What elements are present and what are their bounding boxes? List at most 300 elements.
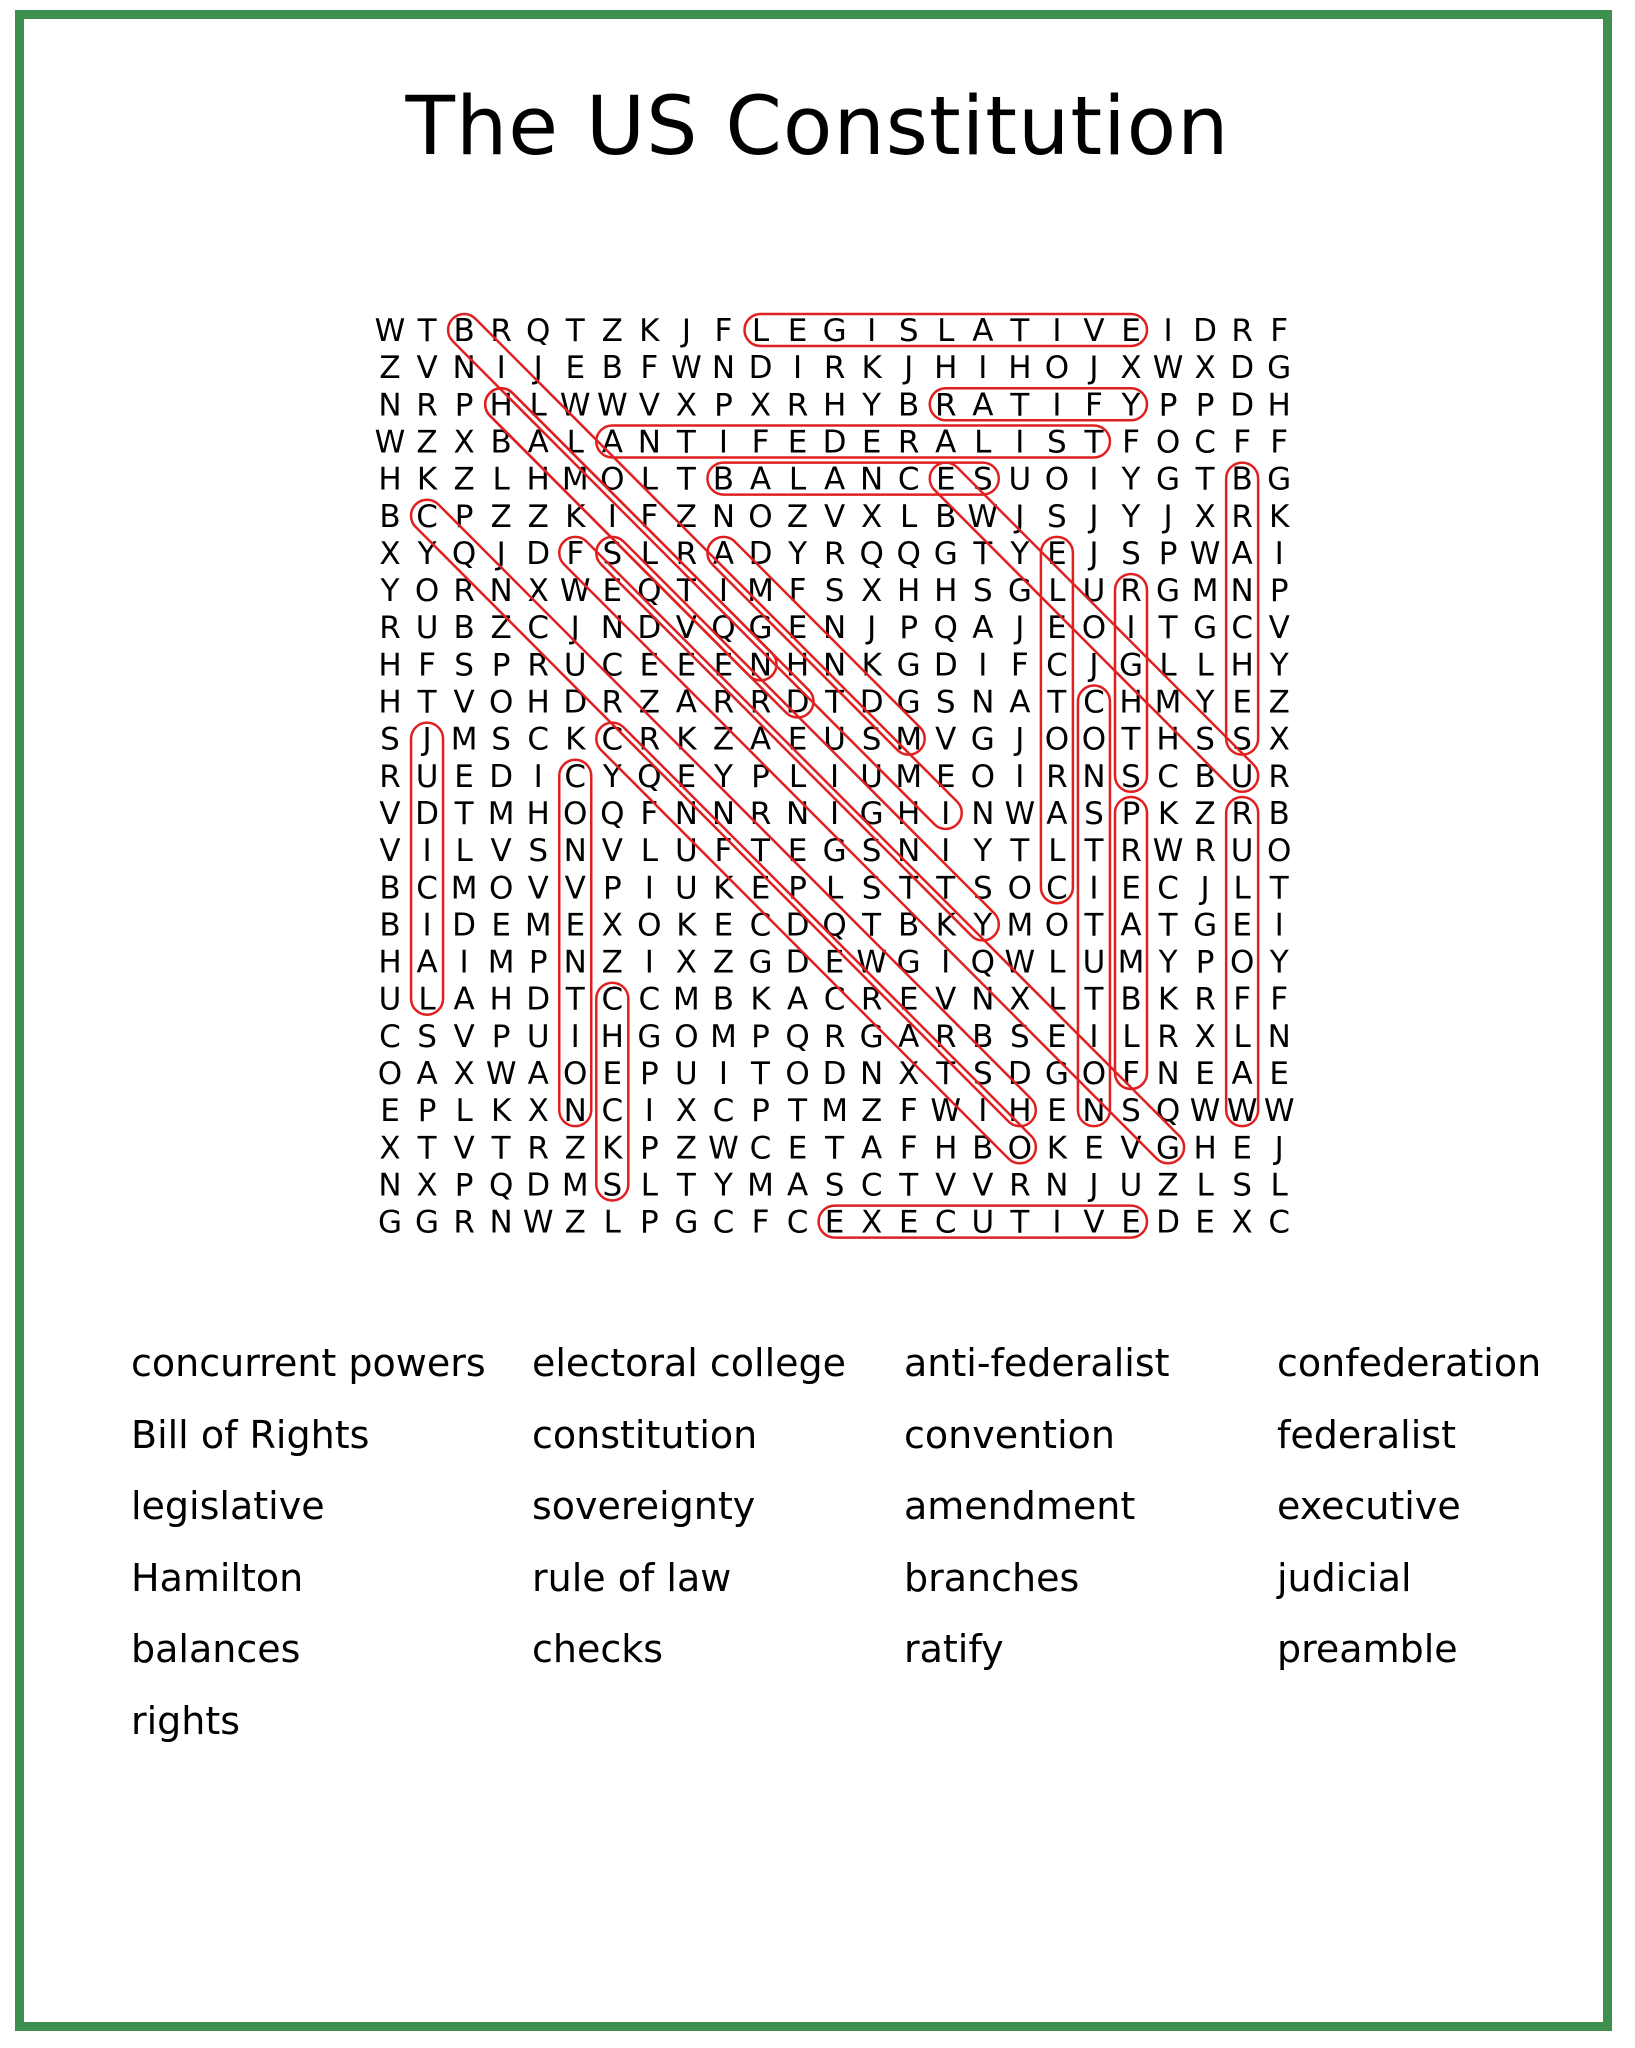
grid-letter: X: [749, 387, 772, 424]
grid-letter: N: [563, 833, 587, 870]
grid-letter: O: [488, 684, 514, 721]
grid-letter: O: [1007, 870, 1033, 907]
grid-letter: K: [861, 350, 882, 387]
grid-letter: W: [559, 573, 591, 610]
grid-letter: V: [1120, 1130, 1142, 1167]
grid-letter: R: [1194, 981, 1216, 1018]
grid-letter: L: [937, 313, 955, 349]
grid-letter: N: [860, 1056, 884, 1092]
grid-letter: M: [710, 1018, 737, 1055]
grid-letter: R: [1120, 573, 1142, 610]
grid-letter: H: [378, 944, 402, 981]
grid-letter: O: [1229, 944, 1255, 981]
grid-letter: F: [640, 795, 659, 832]
grid-letter: Y: [1121, 461, 1141, 498]
grid-letter: S: [972, 870, 993, 907]
grid-letter: N: [1082, 758, 1106, 795]
grid-letter: N: [971, 795, 995, 832]
grid-letter: L: [751, 313, 770, 349]
grid-letter: L: [529, 387, 547, 424]
grid-letter: F: [640, 498, 659, 535]
word-list-item: judicial: [1277, 1555, 1412, 1600]
grid-letter: V: [972, 1167, 994, 1204]
grid-letter: W: [522, 1204, 554, 1241]
grid-letter: A: [453, 981, 475, 1018]
grid-letter: A: [972, 387, 994, 424]
grid-letter: N: [489, 1204, 513, 1241]
grid-letter: C: [712, 1093, 735, 1130]
grid-letter: H: [526, 795, 550, 832]
grid-letter: U: [526, 1018, 550, 1055]
grid-letter: G: [415, 1204, 440, 1241]
grid-letter: L: [603, 1204, 621, 1241]
grid-letter: V: [638, 387, 660, 424]
grid-letter: V: [935, 981, 957, 1018]
grid-letter: B: [898, 387, 920, 424]
grid-letter: B: [1268, 795, 1290, 832]
grid-letter: J: [1163, 498, 1173, 535]
grid-letter: I: [978, 350, 988, 387]
grid-letter: X: [861, 573, 883, 610]
grid-letter: W: [1004, 795, 1036, 832]
grid-letter: T: [751, 1056, 770, 1092]
grid-letter: S: [1047, 424, 1067, 461]
grid-letter: R: [675, 535, 698, 572]
grid-letter: M: [524, 907, 552, 944]
grid-letter: W: [1263, 1093, 1295, 1130]
grid-letter: G: [822, 313, 847, 349]
grid-letter: E: [380, 1093, 400, 1130]
grid-letter: H: [934, 350, 958, 387]
grid-letter: D: [785, 907, 810, 944]
grid-letter: E: [602, 573, 623, 610]
word-list-item: legislative: [131, 1484, 325, 1528]
grid-letter: G: [377, 1204, 403, 1241]
grid-letter: O: [1155, 424, 1181, 461]
grid-letter: O: [600, 461, 625, 498]
grid-letter: O: [563, 1056, 588, 1092]
grid-letter: W: [1226, 1093, 1258, 1130]
grid-letter: E: [787, 721, 808, 758]
grid-letter: O: [1266, 833, 1292, 870]
grid-letter: N: [785, 795, 810, 832]
grid-letter: G: [637, 1018, 662, 1055]
grid-letter: Y: [380, 573, 400, 610]
grid-letter: G: [1118, 647, 1144, 684]
grid-letter: G: [748, 610, 773, 647]
grid-letter: C: [638, 981, 661, 1018]
grid-letter: E: [1195, 1204, 1215, 1241]
grid-letter: O: [637, 907, 662, 944]
grid-letter: G: [1007, 573, 1032, 610]
grid-letter: N: [711, 350, 736, 387]
grid-letter: H: [1008, 1093, 1032, 1130]
grid-letter: U: [1119, 1167, 1143, 1204]
grid-letter: T: [973, 535, 993, 572]
grid-letter: A: [786, 1167, 809, 1204]
grid-letter: E: [861, 424, 882, 461]
grid-letter: C: [749, 1130, 772, 1167]
grid-letter: K: [602, 1130, 623, 1167]
grid-letter: E: [787, 833, 808, 870]
grid-letter: L: [1048, 981, 1066, 1018]
grid-letter: W: [1004, 944, 1036, 981]
grid-letter: N: [822, 610, 847, 647]
grid-letter: U: [675, 1056, 698, 1092]
grid-letter: R: [527, 647, 549, 684]
grid-letter: Q: [896, 535, 921, 572]
grid-letter: Z: [564, 1204, 586, 1241]
grid-letter: I: [1015, 758, 1025, 795]
grid-letter: T: [751, 833, 770, 870]
grid-letter: Q: [711, 610, 736, 647]
grid-letter: S: [972, 573, 993, 610]
grid-letter: L: [1233, 870, 1251, 907]
grid-letter: O: [1044, 461, 1070, 498]
grid-letter: I: [422, 833, 432, 870]
grid-letter: Z: [1268, 684, 1290, 721]
grid-letter: T: [1195, 461, 1215, 498]
grid-letter: B: [379, 907, 401, 944]
grid-letter: A: [898, 1018, 920, 1055]
grid-letter: T: [565, 981, 585, 1018]
grid-letter: C: [601, 1093, 624, 1130]
grid-letter: M: [1117, 944, 1145, 981]
word-list-item: constitution: [532, 1412, 758, 1457]
grid-letter: R: [1268, 758, 1290, 795]
grid-letter: X: [1268, 721, 1290, 758]
grid-letter: E: [491, 907, 511, 944]
grid-letter: K: [565, 721, 586, 758]
grid-letter: X: [379, 535, 401, 572]
grid-letter: O: [674, 1018, 699, 1055]
grid-letter: J: [570, 610, 580, 647]
grid-letter: E: [750, 870, 771, 907]
grid-letter: N: [637, 424, 661, 461]
grid-letter: P: [899, 610, 919, 647]
page-title: The US Constitution: [405, 80, 1230, 174]
grid-letter: V: [453, 1018, 475, 1055]
grid-letter: L: [566, 424, 584, 461]
grid-letter: C: [897, 461, 920, 498]
grid-letter: O: [1044, 350, 1070, 387]
grid-letter: E: [935, 758, 956, 795]
grid-letter: Q: [970, 944, 996, 981]
grid-letter: J: [867, 610, 877, 647]
grid-letter: K: [416, 461, 438, 498]
grid-letter: U: [1082, 573, 1106, 610]
grid-letter: O: [1044, 721, 1070, 758]
grid-letter: K: [713, 870, 734, 907]
grid-letter: N: [378, 387, 402, 424]
grid-letter: W: [967, 498, 999, 535]
grid-letter: L: [492, 461, 510, 498]
grid-letter: P: [1269, 573, 1289, 610]
grid-letter: A: [972, 610, 994, 647]
grid-letter: Z: [379, 350, 401, 387]
grid-letter: D: [1230, 387, 1255, 424]
grid-letter: G: [896, 647, 921, 684]
grid-letter: E: [676, 647, 697, 684]
grid-letter: C: [527, 610, 550, 647]
grid-letter: Z: [416, 424, 438, 461]
grid-letter: O: [1044, 907, 1070, 944]
grid-letter: B: [601, 350, 623, 387]
grid-letter: C: [786, 1204, 809, 1241]
grid-letter: L: [1196, 1167, 1214, 1204]
grid-letter: D: [415, 795, 439, 832]
grid-letter: C: [1083, 684, 1105, 721]
word-list-item: branches: [904, 1555, 1080, 1600]
grid-letter: T: [899, 870, 919, 907]
grid-letter: A: [527, 1056, 549, 1092]
grid-letter: F: [1122, 424, 1140, 461]
grid-letter: F: [899, 1130, 918, 1167]
grid-letter: W: [671, 350, 702, 387]
grid-letter: X: [1194, 350, 1216, 387]
grid-letter: F: [566, 535, 585, 572]
grid-letter: C: [749, 907, 772, 944]
grid-letter: T: [676, 424, 696, 461]
grid-letter: Y: [713, 758, 733, 795]
grid-letter: H: [526, 684, 550, 721]
grid-letter: N: [563, 944, 587, 981]
grid-letter: L: [1233, 1018, 1251, 1055]
word-list-item: checks: [532, 1627, 664, 1671]
grid-letter: T: [936, 1056, 956, 1092]
grid-letter: C: [1268, 1204, 1291, 1241]
grid-letter: I: [718, 573, 729, 610]
grid-letter: U: [1008, 461, 1032, 498]
grid-letter: J: [1015, 498, 1025, 535]
grid-letter: P: [714, 387, 733, 424]
word-list-item: rule of law: [532, 1555, 732, 1600]
grid-letter: P: [788, 870, 807, 907]
grid-letter: L: [455, 1093, 473, 1130]
grid-letter: G: [1267, 461, 1292, 498]
grid-letter: L: [640, 833, 658, 870]
grid-letter: C: [1046, 647, 1068, 684]
grid-letter: L: [788, 461, 807, 498]
grid-letter: G: [859, 1018, 884, 1055]
grid-letter: M: [1006, 907, 1034, 944]
grid-letter: Z: [712, 944, 735, 981]
grid-letter: T: [1084, 424, 1104, 461]
grid-letter: Y: [602, 758, 622, 795]
grid-letter: I: [570, 1018, 580, 1055]
grid-letter: S: [1010, 1018, 1030, 1055]
grid-letter: Z: [861, 1093, 883, 1130]
grid-letter: X: [861, 1204, 883, 1241]
grid-letter: N: [971, 981, 995, 1018]
grid-letter: E: [1047, 1018, 1067, 1055]
grid-letter: D: [637, 610, 662, 647]
grid-letter: V: [453, 1130, 475, 1167]
grid-letter: D: [452, 907, 477, 944]
grid-letter: S: [1121, 535, 1141, 572]
grid-letter: E: [565, 350, 586, 387]
grid-letter: J: [1200, 870, 1210, 907]
grid-letter: G: [1156, 461, 1181, 498]
grid-letter: D: [1193, 313, 1218, 349]
grid-letter: L: [1048, 944, 1066, 981]
grid-letter: D: [1156, 1204, 1180, 1241]
grid-letter: H: [822, 387, 847, 424]
grid-letter: P: [751, 1093, 770, 1130]
grid-letter: W: [1189, 1093, 1221, 1130]
grid-letter: M: [747, 573, 774, 610]
grid-letter: Y: [1195, 684, 1215, 721]
grid-letter: O: [1007, 1130, 1033, 1167]
grid-letter: A: [601, 424, 623, 461]
grid-letter: W: [708, 1130, 739, 1167]
grid-letter: A: [416, 1056, 438, 1092]
grid-letter: O: [785, 1056, 810, 1092]
grid-letter: C: [1194, 424, 1216, 461]
word-list-item: Bill of Rights: [131, 1412, 370, 1457]
grid-letter: T: [1269, 870, 1289, 907]
grid-letter: F: [640, 350, 659, 387]
grid-letter: N: [711, 795, 736, 832]
grid-letter: T: [825, 684, 845, 721]
grid-letter: V: [527, 870, 549, 907]
word-list-item: amendment: [904, 1484, 1136, 1528]
grid-letter: X: [1120, 350, 1142, 387]
grid-letter: X: [675, 387, 698, 424]
grid-letter: F: [714, 313, 733, 349]
grid-letter: I: [1089, 461, 1099, 498]
grid-letter: J: [1089, 350, 1099, 387]
grid-letter: W: [485, 1056, 517, 1092]
grid-letter: H: [785, 647, 810, 684]
grid-letter: P: [1195, 387, 1215, 424]
grid-letter: X: [1009, 981, 1031, 1018]
grid-letter: D: [748, 350, 773, 387]
grid-letter: T: [1010, 833, 1030, 870]
grid-letter: S: [454, 647, 474, 684]
grid-letter: S: [861, 833, 882, 870]
grid-letter: S: [1121, 758, 1141, 795]
grid-letter: A: [749, 721, 772, 758]
grid-letter: H: [378, 647, 402, 684]
grid-letter: N: [1045, 1167, 1069, 1204]
grid-letter: R: [453, 1204, 475, 1241]
grid-letter: E: [454, 758, 474, 795]
grid-letter: U: [415, 758, 439, 795]
grid-letter: U: [860, 758, 884, 795]
grid-letter: S: [935, 684, 956, 721]
grid-letter: T: [1010, 387, 1030, 424]
grid-letter: R: [1120, 833, 1142, 870]
grid-letter: F: [418, 647, 436, 684]
grid-letter: J: [1089, 647, 1099, 684]
grid-letter: H: [897, 573, 921, 610]
grid-letter: P: [491, 647, 511, 684]
grid-letter: X: [527, 573, 549, 610]
grid-letter: B: [1120, 981, 1142, 1018]
grid-letter: G: [748, 944, 773, 981]
grid-letter: M: [1154, 684, 1182, 721]
grid-letter: Z: [1194, 795, 1216, 832]
grid-letter: I: [867, 313, 877, 349]
word-list-item: ratify: [904, 1627, 1004, 1671]
grid-letter: E: [1047, 535, 1067, 572]
grid-letter: A: [1046, 795, 1068, 832]
grid-letter: R: [1194, 833, 1216, 870]
grid-letter: T: [491, 1130, 511, 1167]
grid-letter: U: [1230, 833, 1254, 870]
grid-letter: Q: [637, 758, 662, 795]
grid-letter: I: [1052, 387, 1062, 424]
grid-letter: L: [1270, 1167, 1288, 1204]
grid-letter: W: [1152, 833, 1184, 870]
grid-letter: H: [897, 795, 921, 832]
grid-letter: O: [488, 870, 514, 907]
grid-letter: Z: [601, 313, 623, 349]
grid-letter: I: [1126, 610, 1136, 647]
grid-letter: V: [416, 350, 438, 387]
grid-letter: Q: [637, 573, 662, 610]
grid-letter: A: [786, 981, 809, 1018]
grid-letter: R: [1231, 795, 1253, 832]
grid-letter: E: [565, 907, 586, 944]
grid-letter: E: [787, 313, 808, 349]
grid-letter: Z: [675, 1130, 698, 1167]
grid-letter: X: [675, 944, 698, 981]
grid-letter: R: [1231, 498, 1253, 535]
grid-letter: S: [1121, 1093, 1141, 1130]
grid-letter: U: [563, 647, 587, 684]
grid-letter: F: [1085, 387, 1103, 424]
grid-letter: D: [1230, 350, 1255, 387]
grid-letter: J: [1015, 721, 1025, 758]
grid-letter: C: [527, 721, 550, 758]
grid-letter: T: [825, 1130, 845, 1167]
grid-letter: A: [1009, 684, 1031, 721]
grid-letter: K: [565, 498, 586, 535]
grid-letter: S: [1232, 721, 1252, 758]
grid-letter: V: [453, 684, 475, 721]
grid-letter: R: [453, 573, 475, 610]
grid-letter: C: [712, 1204, 735, 1241]
grid-letter: X: [1194, 1018, 1216, 1055]
grid-letter: I: [1163, 313, 1173, 349]
grid-letter: L: [900, 498, 918, 535]
grid-letter: E: [824, 1204, 845, 1241]
grid-letter: B: [453, 610, 475, 647]
grid-letter: I: [496, 350, 506, 387]
grid-letter: E: [1232, 907, 1252, 944]
grid-letter: E: [787, 424, 808, 461]
grid-letter: S: [1047, 498, 1067, 535]
grid-letter: T: [788, 1093, 808, 1130]
grid-letter: N: [563, 1093, 587, 1130]
grid-letter: P: [1158, 535, 1178, 572]
grid-letter: T: [417, 684, 437, 721]
grid-letter: H: [934, 1130, 958, 1167]
grid-letter: R: [379, 758, 401, 795]
word-list-item: Hamilton: [131, 1555, 304, 1600]
grid-letter: L: [455, 833, 473, 870]
word-list-item: concurrent powers: [131, 1341, 486, 1385]
grid-letter: Q: [488, 1167, 514, 1204]
grid-letter: Q: [451, 535, 477, 572]
grid-letter: D: [526, 981, 551, 1018]
grid-letter: W: [374, 424, 406, 461]
grid-letter: X: [675, 1093, 698, 1130]
grid-letter: G: [1193, 610, 1218, 647]
grid-letter: P: [454, 387, 474, 424]
